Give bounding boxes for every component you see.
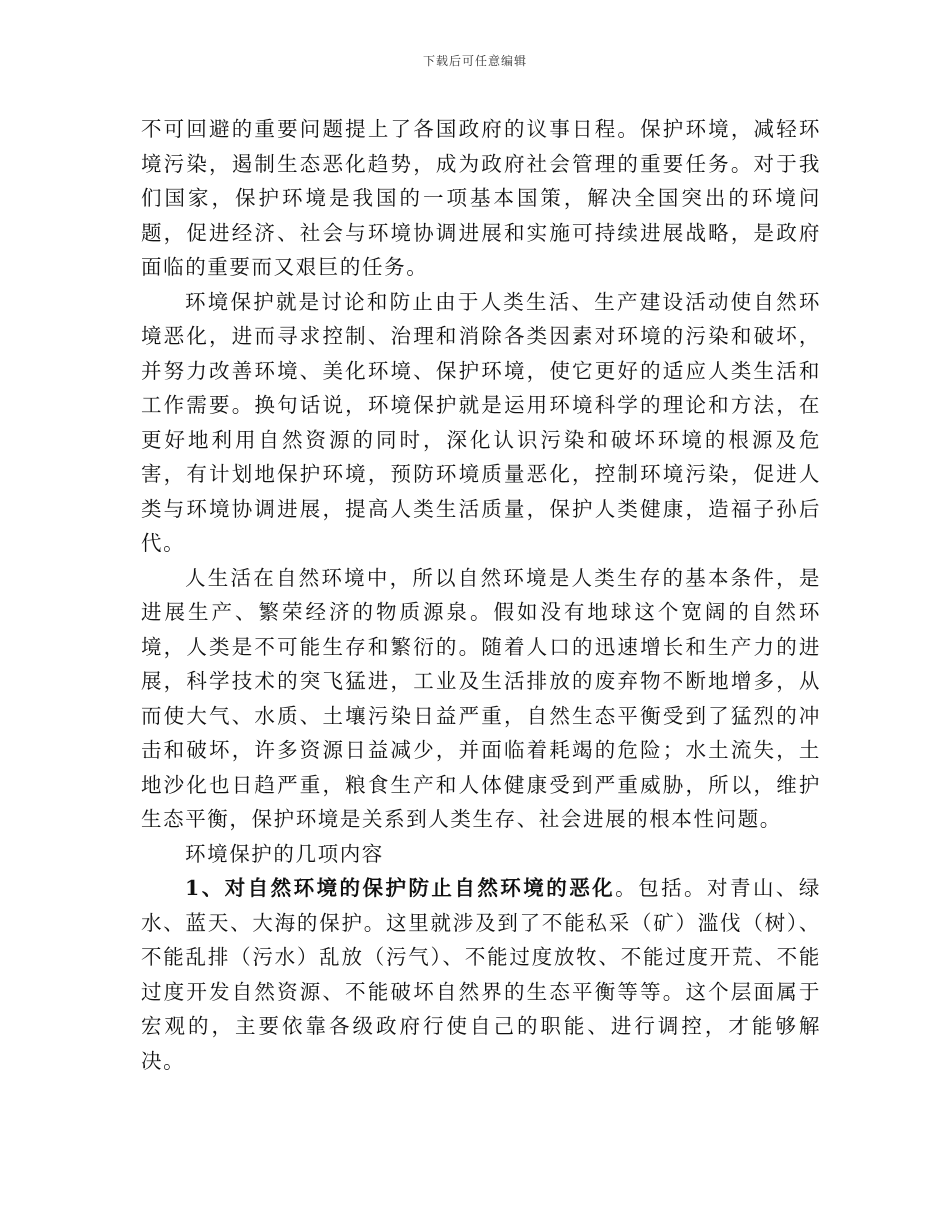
page-header: 下载后可任意编辑	[422, 54, 527, 68]
document-body	[141, 112, 821, 1078]
paragraph-5	[141, 871, 821, 1078]
paragraph-3: 人生活在自然环境中，所以自然环境是人类生存的基本条件，是进展生产、繁荣经济的物质源泉。假如没有地球这个宽阔的自然环境，人类是不可能生存和繁衍的。随着人口的迅速增长和生产力的进展，科学技术的突飞猛进，工业及生活排放的废弃物不断地增多，从而使大气、水质、土壤污染日益严重，自然生态平衡受到了猛烈的冲击和破坏，许多资源日益减少，并面临着耗竭的危险；水土流失，土地沙化也日趋严重，粮食生产和人体健康受到严重威胁，所以，维护生态平衡，保护环境是关系到人类生存、社会进展的根本性问题。	[141, 565, 821, 831]
section-heading: 环境保护的几项内容	[185, 841, 384, 866]
paragraph-5-text: 。包括。对青山、绿水、蓝天、大海的保护。这里就涉及到了不能私采（矿）滥伐（树）、不能乱排（污水）乱放（污气）、不能过度放牧、不能过度开荒、不能过度开发自然资源、不能破坏自然界的生态平衡等等。这个层面属于宏观的，主要依靠各级政府行使自己的职能、进行调控，才能够解决。	[141, 876, 821, 1073]
paragraph-5-bold-lead: 1、对自然环境的保护防止自然环境的恶化	[185, 876, 616, 900]
paragraph-1: 不可回避的重要问题提上了各国政府的议事日程。保护环境，减轻环境污染，遏制生态恶化趋势，成为政府社会管理的重要任务。对于我们国家，保护环境是我国的一项基本国策，解决全国突出的环境问题，促进经济、社会与环境协调进展和实施可持续进展战略，是政府面临的重要而又艰巨的任务。	[141, 117, 821, 279]
paragraph-2: 环境保护就是讨论和防止由于人类生活、生产建设活动使自然环境恶化，进而寻求控制、治理和消除各类因素对环境的污染和破坏，并努力改善环境、美化环境、保护环境，使它更好的适应人类生活和工作需要。换句话说，环境保护就是运用环境科学的理论和方法，在更好地利用自然资源的同时，深化认识污染和破坏环境的根源及危害，有计划地保护环境，预防环境质量恶化，控制环境污染，促进人类与环境协调进展，提高人类生活质量，保护人类健康，造福子孙后代。	[141, 289, 821, 555]
